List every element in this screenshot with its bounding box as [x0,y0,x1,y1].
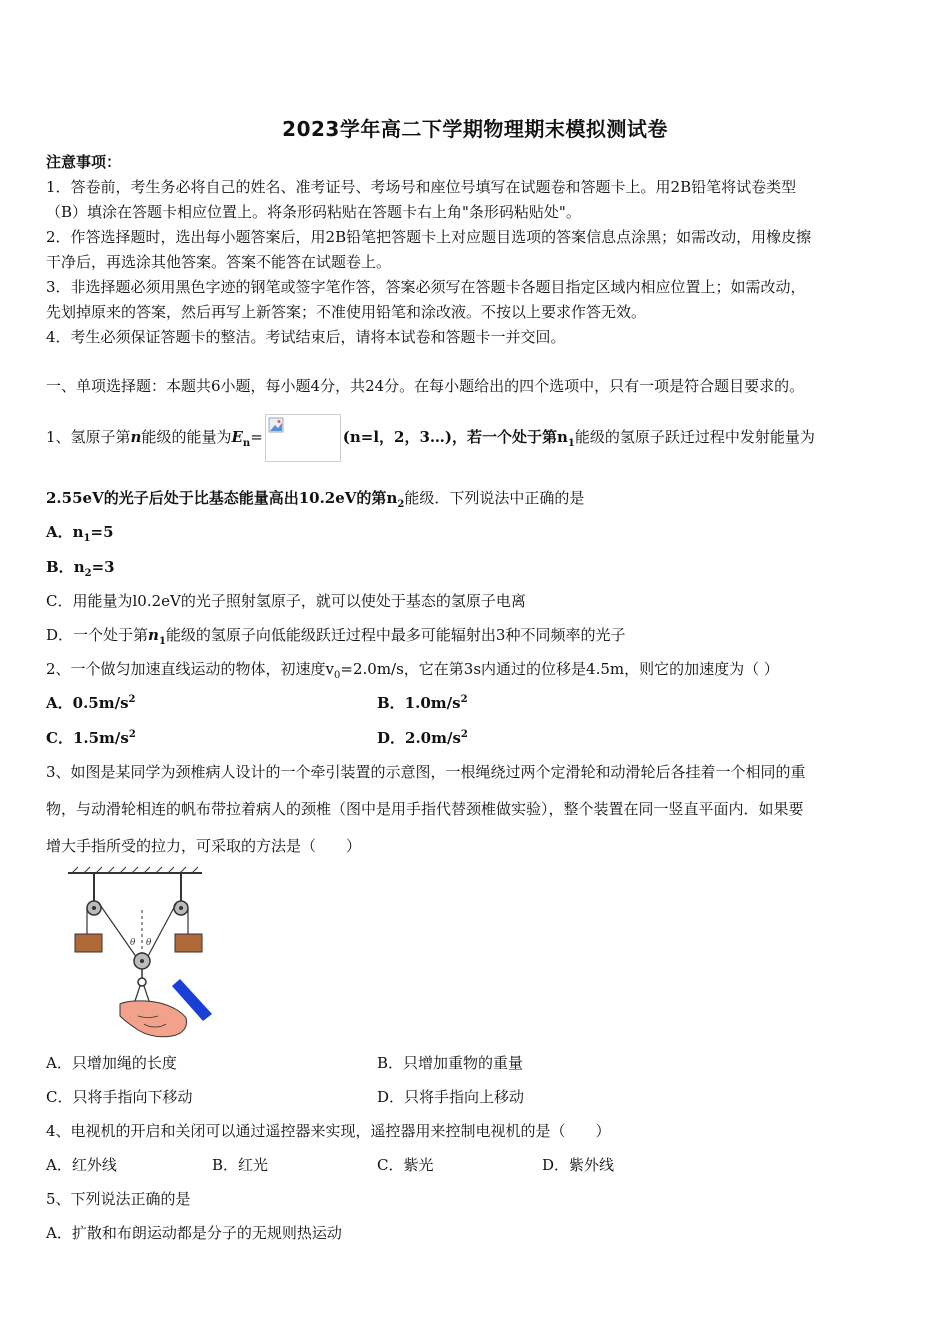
q3-option-d: D．只将手指向上移动 [377,1088,525,1106]
q2-option-c: C．$1.5m/s^2$ [46,729,136,747]
notice-line-2b: 干净后，再选涂其他答案。答案不能答在试题卷上。 [46,253,392,271]
q1-stem-line1: 1、氢原子第n能级的能量为$E_n=$ (n=l，2，3…)，若一个处于第$n_1$能级的氢原子跃迁过程中发射能量为 [46,414,815,462]
q5-stem: 5、下列说法正确的是 [46,1190,191,1208]
formula-image-placeholder [265,414,341,462]
q4-option-c: C．紫光 [377,1156,434,1174]
q5-option-a: A．扩散和布朗运动都是分子的无规则热运动 [46,1224,342,1242]
section-heading: 一、单项选择题：本题共6小题，每小题4分，共24分。在每小题给出的四个选项中，只有一项是符合题目要求的。 [46,377,805,395]
broken-image-icon [268,417,284,433]
q3-option-c: C．只将手指向下移动 [46,1088,193,1106]
theta-right: θ [146,938,152,948]
notice-line-3a: 3．非选择题必须用黑色字迹的钢笔或签字笔作答，答案必须写在答题卡各题目指定区域内相应位置上；如需改动， [46,278,806,296]
q4-option-a: A．红外线 [46,1156,117,1174]
q4-stem: 4、电视机的开启和关闭可以通过遥控器来实现，遥控器用来控制电视机的是（ ） [46,1122,611,1140]
q1-option-d: D．一个处于第$n_1$能级的氢原子向低能级跃迁过程中最多可能辐射出3种不同频率的光子 [46,626,626,647]
q1-stem-line2: 2.55eV的光子后处于比基态能量高出10.2eV的第$n_2$能级．下列说法中正确的是 [46,489,585,510]
q3-option-a: A．只增加绳的长度 [46,1054,177,1072]
q4-option-d: D．紫外线 [542,1156,615,1174]
left-weight [75,934,102,952]
notice-heading: 注意事项： [46,153,122,171]
q2-option-d: D．$2.0m/s^2$ [377,729,468,747]
q3-option-b: B．只增加重物的重量 [377,1054,524,1072]
hand-finger [120,1001,186,1037]
q1-option-b: B．$n_2=3$ [46,558,115,579]
page-title: 2023学年高二下学期物理期末模拟测试卷 [282,117,668,141]
q3-stem-line1: 3、如图是某同学为颈椎病人设计的一个牵引装置的示意图，一根绳绕过两个定滑轮和动滑轮后各挂着一个相同的重 [46,763,806,781]
q2-option-a: A．$0.5m/s^2$ [46,694,136,712]
notice-line-3b: 先划掉原来的答案，然后再写上新答案；不准使用铅笔和涂改液。不按以上要求作答无效。 [46,303,647,321]
q4-option-b: B．红光 [212,1156,269,1174]
notice-line-1a: 1．答卷前，考生务必将自己的姓名、准考证号、考场号和座位号填写在试题卷和答题卡上。用2B铅笔将试卷类型 [46,178,797,196]
theta-left: θ [130,938,136,948]
right-weight [175,934,202,952]
pulley-traction-diagram [62,866,222,1041]
notice-line-1b: （B）填涂在答题卡相应位置上。将条形码粘贴在答题卡右上角"条形码粘贴处"。 [46,203,581,221]
q2-stem: 2、一个做匀加速直线运动的物体，初速度$v_0=2.0m/s$，它在第3s内通过的位移是4.5m，则它的加速度为（ ） [46,660,779,681]
q2-option-b: B．$1.0m/s^2$ [377,694,468,712]
q1-option-a: A．$n_1=5$ [46,523,114,544]
notice-line-2a: 2．作答选择题时，选出每小题答案后，用2B铅笔把答题卡上对应题目选项的答案信息点涂黑；如需改动，用橡皮擦 [46,228,812,246]
q1-option-c: C．用能量为l0.2eV的光子照射氢原子，就可以使处于基态的氢原子电离 [46,592,526,610]
notice-line-4: 4．考生必须保证答题卡的整洁。考试结束后，请将本试卷和答题卡一并交回。 [46,328,566,346]
q3-stem-line2: 物，与动滑轮相连的帆布带拉着病人的颈椎（图中是用手指代替颈椎做实验），整个装置在同一竖直平面内．如果要 [46,800,804,818]
q3-stem-line3: 增大手指所受的拉力，可采取的方法是（ ） [46,837,362,855]
